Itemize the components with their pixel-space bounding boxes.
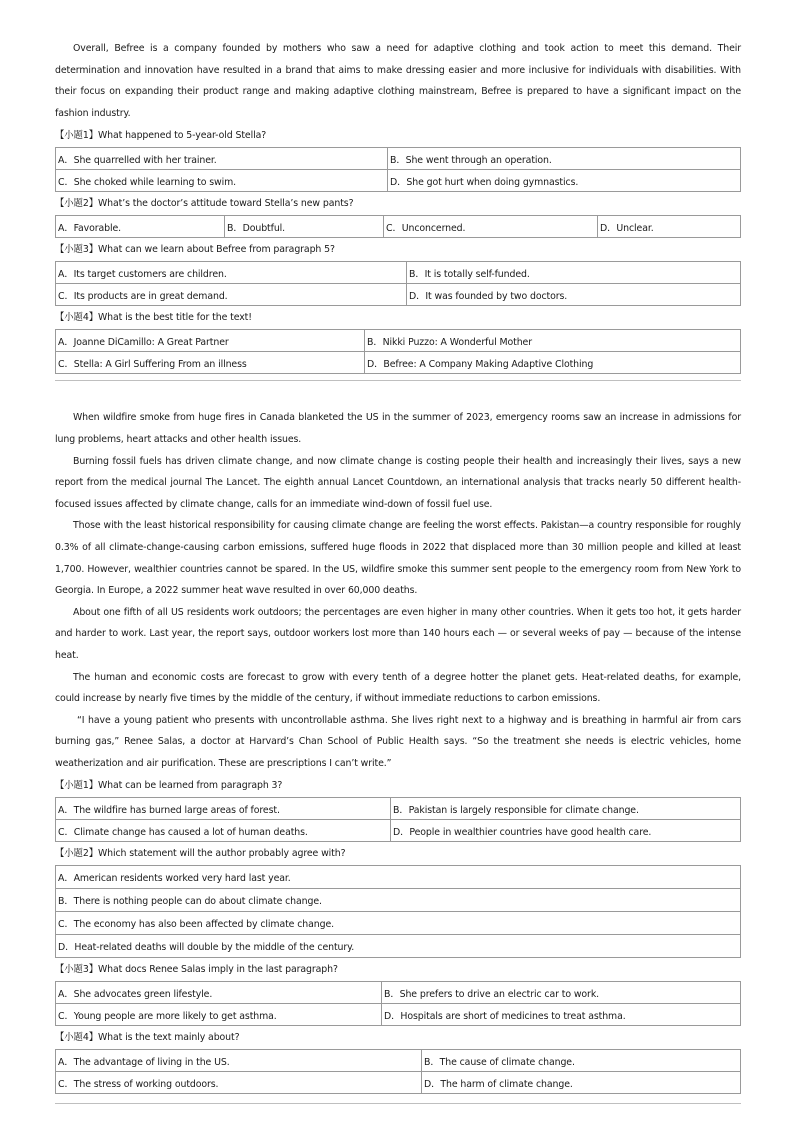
options-table — [55, 865, 741, 958]
options-table — [55, 1049, 741, 1094]
question-stem: 【小题3】What can we learn about Befree from paragraph 5? — [55, 244, 335, 256]
option-c[interactable]: C．Young people are more likely to get asthma. — [56, 1004, 382, 1026]
question-stem: 【小题4】What is the text mainly about? — [55, 1032, 240, 1044]
option-d[interactable]: D．Unclear. — [598, 216, 741, 238]
passage-2 — [55, 407, 741, 1104]
option-d[interactable]: D．It was founded by two doctors. — [407, 284, 741, 306]
option-a[interactable]: A．American residents worked very hard last year. — [56, 866, 741, 889]
option-a[interactable]: A．She quarrelled with her trainer. — [56, 148, 388, 170]
options-table — [55, 147, 741, 192]
option-a[interactable]: A．The advantage of living in the US. — [56, 1050, 422, 1072]
options-table — [55, 215, 741, 238]
question-stem: 【小题1】What can be learned from paragraph 3? — [55, 780, 283, 792]
option-b[interactable]: B．It is totally self-funded. — [407, 262, 741, 284]
option-c[interactable]: C．She choked while learning to swim. — [56, 170, 388, 192]
passage-paragraph: Those with the least historical responsibility for causing climate change are feeling the worst effects. Pakistan—a country responsible for roughly 0.3% of all climate-change-causing carbon emissions, suffered huge floods in 2022 that displaced more than 30 million people and killed at least 1,700. However, wealthier countries cannot be spared. In the US, wildfire smoke this summer sent people to the emergency room from New York to Georgia. In Europe, a 2022 summer heat wave resulted in over 60,000 deaths. — [55, 520, 741, 597]
passage-1 — [55, 38, 741, 381]
option-b[interactable]: B．Doubtful. — [225, 216, 384, 238]
passage-paragraph: “I have a young patient who presents with uncontrollable asthma. She lives right next to a highway and is breathing in harmful air from cars burning gas,” Renee Salas, a doctor at Harvard’s Chan School of Public Health says. “So the treatment she needs is electric vehicles, home weatherization and air purification. These are prescriptions I can’t write.” — [55, 714, 741, 769]
option-d[interactable]: D．The harm of climate change. — [422, 1072, 741, 1094]
question-stem: 【小题1】What happened to 5-year-old Stella? — [55, 130, 267, 142]
option-b[interactable]: B．She prefers to drive an electric car to work. — [382, 982, 741, 1004]
option-b[interactable]: B．She went through an operation. — [388, 148, 741, 170]
option-d[interactable]: D．Heat-related deaths will double by the middle of the century. — [56, 935, 741, 958]
option-c[interactable]: C．Its products are in great demand. — [56, 284, 407, 306]
option-b[interactable]: B．There is nothing people can do about climate change. — [56, 889, 741, 912]
option-d[interactable]: D．Hospitals are short of medicines to treat asthma. — [382, 1004, 741, 1026]
option-a[interactable]: A．Favorable. — [56, 216, 225, 238]
options-table — [55, 261, 741, 306]
option-b[interactable]: B．The cause of climate change. — [422, 1050, 741, 1072]
option-b[interactable]: B．Pakistan is largely responsible for climate change. — [391, 798, 741, 820]
options-table — [55, 797, 741, 842]
option-c[interactable]: C．Unconcerned. — [384, 216, 598, 238]
passage-paragraph: When wildfire smoke from huge fires in Canada blanketed the US in the summer of 2023, emergency rooms saw an increase in admissions for lung problems, heart attacks and other health issues. — [55, 412, 741, 445]
passage-paragraph: Burning fossil fuels has driven climate change, and now climate change is costing people their health and increasingly their lives, says a new report from the medical journal The Lancet. The eighth annual Lancet Countdown, an international analysis that tracks nearly 50 different health-focused issues affected by climate change, calls for an immediate wind-down of fossil fuel use. — [55, 455, 741, 510]
worksheet-page — [55, 38, 741, 1104]
question-stem: 【小题2】Which statement will the author probably agree with? — [55, 848, 346, 860]
passage-paragraph: Overall, Befree is a company founded by mothers who saw a need for adaptive clothing and took action to meet this demand. Their determination and innovation have resulted in a brand that aims to make dressing easier and more inclusive for individuals with disabilities. With their focus on expanding their product range and making adaptive clothing mainstream, Befree is prepared to have a significant impact on the fashion industry. — [55, 43, 741, 119]
question-stem: 【小题4】What is the best title for the text! — [55, 312, 252, 324]
passage-paragraph: About one fifth of all US residents work outdoors; the percentages are even higher in many other countries. When it gets too hot, it gets harder and harder to work. Last year, the report says, outdoor workers lost more than 140 hours each — or several weeks of pay — because of the intense heat. — [55, 606, 741, 661]
passage-paragraph: The human and economic costs are forecast to grow with every tenth of a degree hotter the planet gets. Heat-related deaths, for example, could increase by nearly five times by the middle of the century, if without immediate reductions to carbon emissions. — [55, 671, 741, 705]
option-d[interactable]: D．People in wealthier countries have good health care. — [391, 820, 741, 842]
option-a[interactable]: A．The wildfire has burned large areas of forest. — [56, 798, 391, 820]
option-a[interactable]: A．Its target customers are children. — [56, 262, 407, 284]
option-a[interactable]: A．Joanne DiCamillo: A Great Partner — [56, 330, 365, 352]
option-c[interactable]: C．Climate change has caused a lot of human deaths. — [56, 820, 391, 842]
option-c[interactable]: C．The stress of working outdoors. — [56, 1072, 422, 1094]
section-divider — [55, 1103, 741, 1104]
question-stem: 【小题3】What docs Renee Salas imply in the last paragraph? — [55, 964, 338, 976]
options-table — [55, 329, 741, 374]
option-c[interactable]: C．Stella: A Girl Suffering From an illness — [56, 352, 365, 374]
option-a[interactable]: A．She advocates green lifestyle. — [56, 982, 382, 1004]
options-table — [55, 981, 741, 1026]
option-c[interactable]: C．The economy has also been affected by climate change. — [56, 912, 741, 935]
option-d[interactable]: D．Befree: A Company Making Adaptive Clothing — [365, 352, 741, 374]
option-d[interactable]: D．She got hurt when doing gymnastics. — [388, 170, 741, 192]
question-stem: 【小题2】What’s the doctor’s attitude toward Stella’s new pants? — [55, 198, 354, 210]
option-b[interactable]: B．Nikki Puzzo: A Wonderful Mother — [365, 330, 741, 352]
